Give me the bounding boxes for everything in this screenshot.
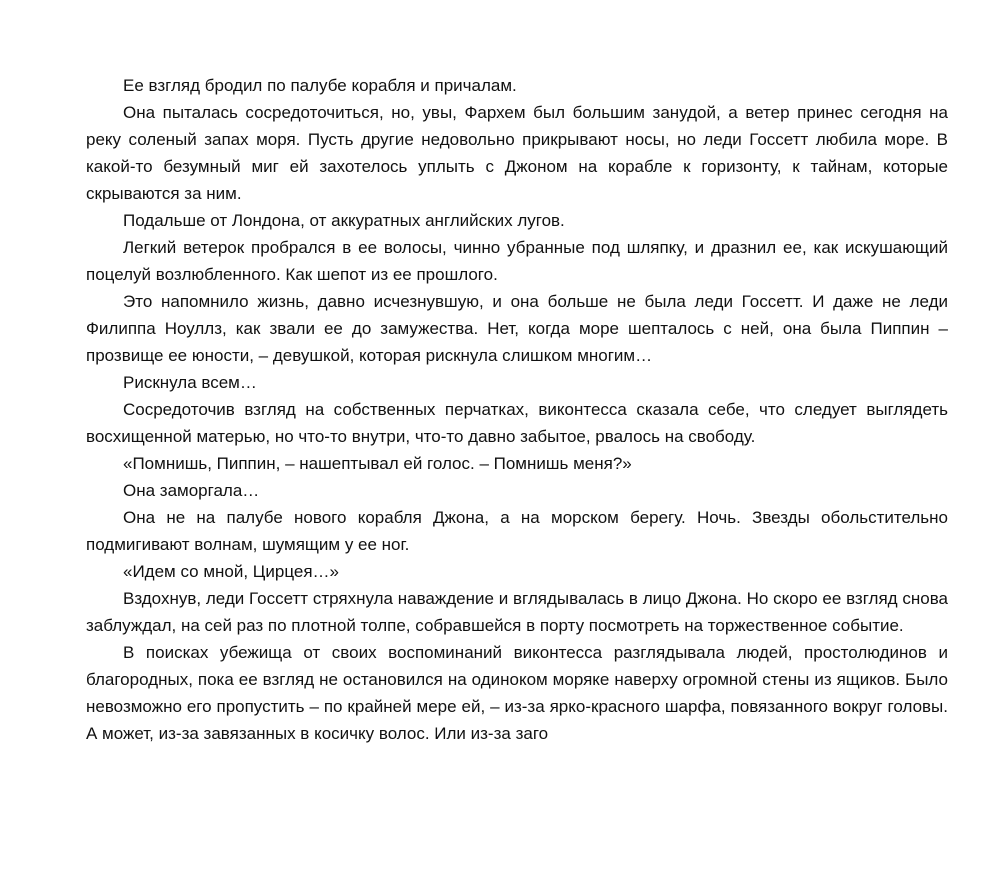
paragraph-3: Подальше от Лондона, от аккуратных английских лугов.	[123, 211, 565, 230]
paragraph-2: Она пыталась сосредоточиться, но, увы, Фархем был большим занудой, а ветер принес сегодня на реку соленый запах моря. Пусть другие недовольно прикрывают носы, но леди Госсетт любила море. В какой-то безумный миг ей захотелось уплыть с Джоном на корабле к горизонту, к тайнам, которые скрываются за ним.	[86, 103, 948, 203]
paragraph-13: В поисках убежища от своих воспоминаний виконтесса разглядывала людей, простолюдинов и благородных, пока ее взгляд не остановился на одиноком моряке наверху огромной стены из ящиков. Было невозможно его пропустить – по крайней мере ей, – из-за ярко-красного шарфа, повязанного вокруг головы. А может, из-за завязанных в косичку волос. Или из-за заго	[86, 643, 948, 743]
document-page	[86, 72, 948, 747]
paragraph-9: Она заморгала…	[123, 481, 260, 500]
paragraph-7: Сосредоточив взгляд на собственных перчатках, виконтесса сказала себе, что следует выглядеть восхищенной матерью, но что-то внутри, что-то давно забытое, рвалось на свободу.	[86, 400, 948, 446]
paragraph-1: Ее взгляд бродил по палубе корабля и причалам.	[123, 76, 517, 95]
paragraph-5: Это напомнило жизнь, давно исчезнувшую, и она больше не была леди Госсетт. И даже не леди Филиппа Ноуллз, как звали ее до замужества. Нет, когда море шепталось с ней, она была Пиппин – прозвище ее юности, – девушкой, которая рискнула слишком многим…	[86, 292, 948, 365]
paragraph-4: Легкий ветерок пробрался в ее волосы, чинно убранные под шляпку, и дразнил ее, как искушающий поцелуй возлюбленного. Как шепот из ее прошлого.	[86, 238, 948, 284]
paragraph-11: «Идем со мной, Цирцея…»	[123, 562, 339, 581]
paragraph-8: «Помнишь, Пиппин, – нашептывал ей голос. – Помнишь меня?»	[123, 454, 632, 473]
paragraph-6: Рискнула всем…	[123, 373, 257, 392]
paragraph-10: Она не на палубе нового корабля Джона, а на морском берегу. Ночь. Звезды обольстительно подмигивают волнам, шумящим у ее ног.	[86, 508, 948, 554]
paragraph-12: Вздохнув, леди Госсетт стряхнула наваждение и вглядывалась в лицо Джона. Но скоро ее взгляд снова заблуждал, на сей раз по плотной толпе, собравшейся в порту посмотреть на торжественное событие.	[86, 589, 948, 635]
